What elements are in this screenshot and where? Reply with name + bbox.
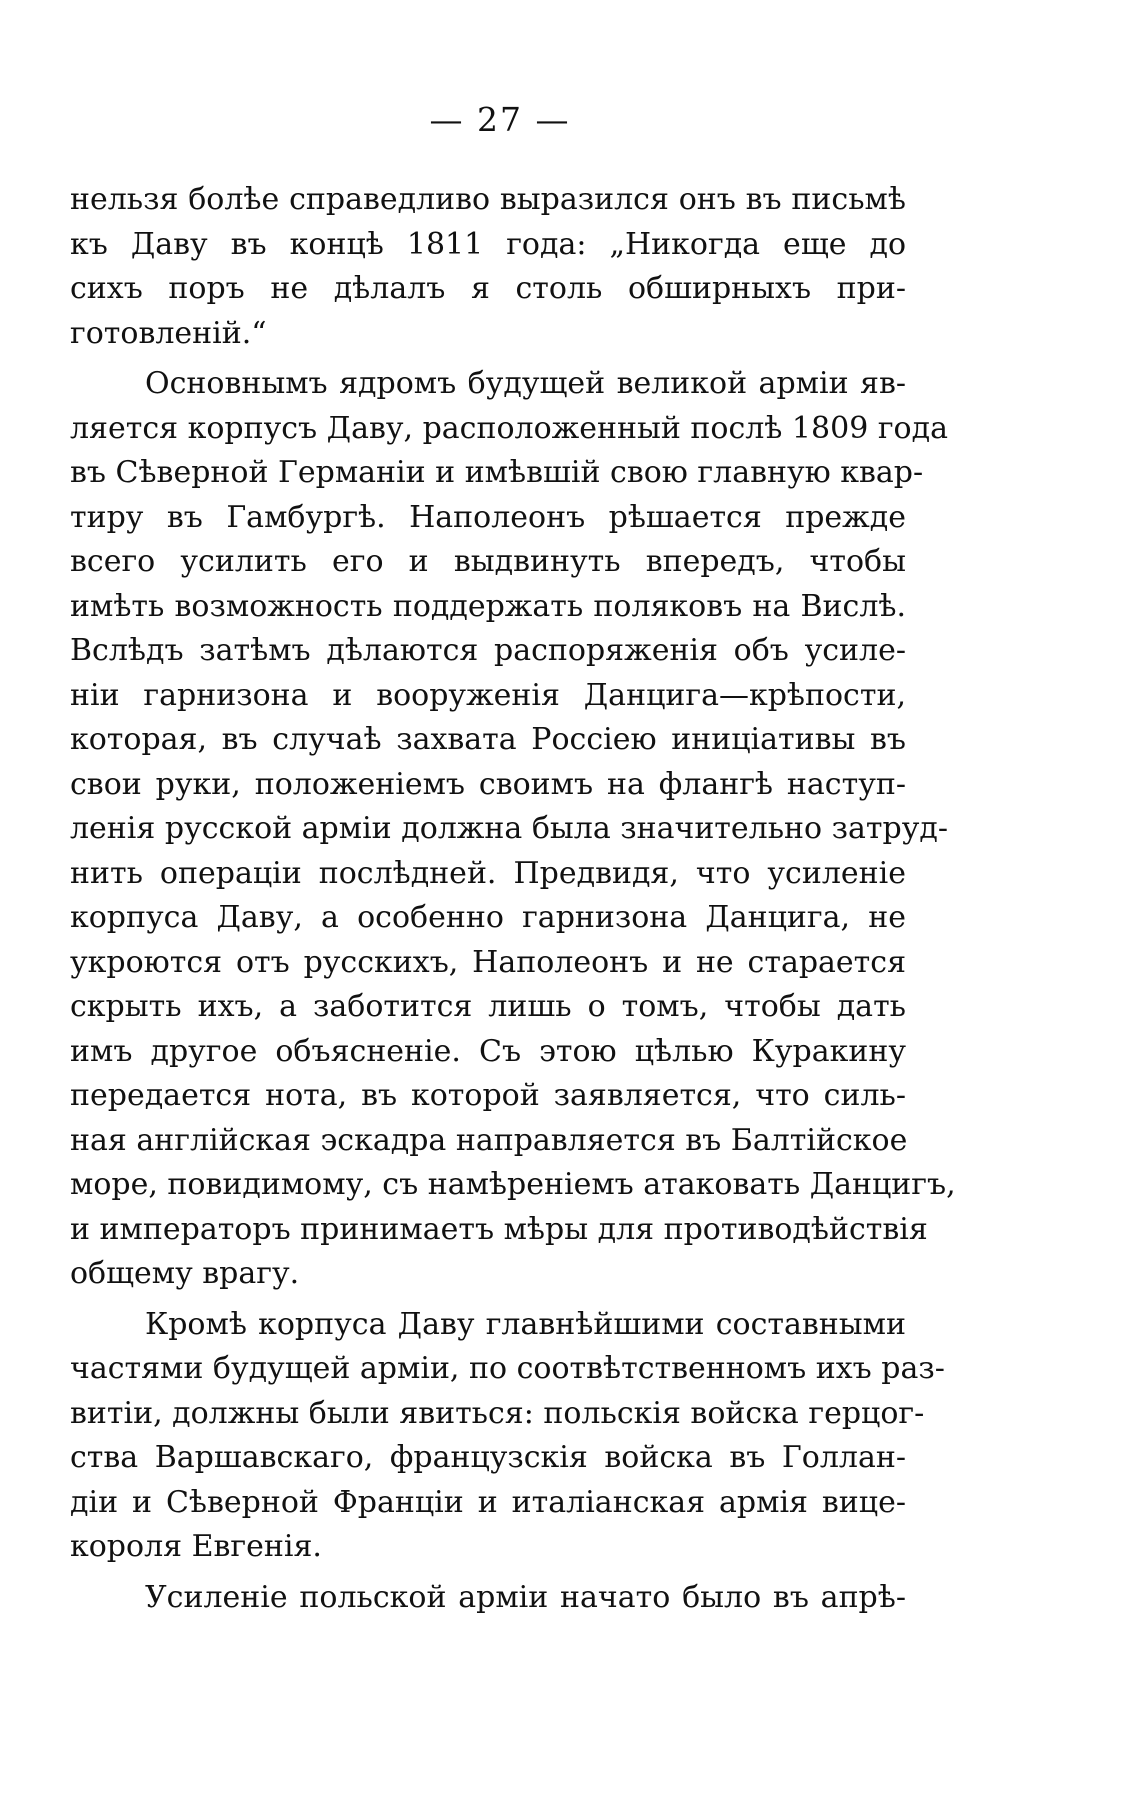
text-line: всего усилить его и выдвинуть впередъ, чтобы <box>70 544 906 579</box>
text-line: нельзя болѣе справедливо выразился онъ въ письмѣ <box>70 182 906 217</box>
text-line: ніи гарнизона и вооруженія Данцига—крѣпости, <box>70 677 906 713</box>
text-line: укроются отъ русскихъ, Наполеонъ и не старается <box>70 944 906 980</box>
text-line: тиру въ Гамбургѣ. Наполеонъ рѣшается прежде <box>70 499 906 535</box>
text-line: корпуса Даву, а особенно гарнизона Данцига, не <box>70 900 906 935</box>
text-line: короля Евгенія. <box>70 1529 322 1564</box>
text-line: свои руки, положеніемъ своимъ на флангѣ наступ- <box>70 766 906 802</box>
text-line: витіи, должны были явиться: польскія войска герцог- <box>70 1395 925 1431</box>
text-line: Кромѣ корпуса Даву главнѣйшими составными <box>145 1306 906 1342</box>
body-text <box>70 178 956 1620</box>
text-line: готовленій.“ <box>70 315 267 351</box>
text-line: имѣть возможность поддержать поляковъ на Вислѣ. <box>70 588 906 624</box>
text-line: ленія русской арміи должна была значительно затруд- <box>70 811 948 846</box>
text-line: въ Сѣверной Германіи и имѣвшій свою главную квар- <box>70 455 924 490</box>
text-line: частями будущей арміи, по соотвѣтственномъ ихъ раз- <box>70 1351 945 1386</box>
text-line: передается нота, въ которой заявляется, что силь- <box>70 1078 906 1113</box>
text-line: ная англійская эскадра направляется въ Балтійское <box>70 1122 908 1158</box>
text-line: общему врагу. <box>70 1256 300 1291</box>
page-number: — 27 — <box>429 100 571 139</box>
text-line: нить операціи послѣдней. Предвидя, что усиленіе <box>70 855 906 891</box>
text-line: діи и Сѣверной Франціи и италіанская армія вице- <box>70 1484 906 1520</box>
text-line: сихъ поръ не дѣлалъ я столь обширныхъ при- <box>70 271 906 306</box>
text-line: къ Даву въ концѣ 1811 года: „Никогда еще до <box>70 226 906 262</box>
text-line: и императоръ принимаетъ мѣры для противодѣйствія <box>70 1211 928 1247</box>
text-line: Основнымъ ядромъ будущей великой арміи яв- <box>145 366 906 401</box>
text-line: которая, въ случаѣ захвата Россіею иниціативы въ <box>70 722 906 757</box>
text-line: имъ другое объясненіе. Съ этою цѣлью Куракину <box>70 1033 906 1069</box>
text-line: море, повидимому, съ намѣреніемъ атаковать Данцигъ, <box>70 1167 956 1202</box>
text-line: ства Варшавскаго, французскія войска въ Голлан- <box>70 1440 906 1475</box>
text-line: Вслѣдъ затѣмъ дѣлаются распоряженія объ усиле- <box>70 633 906 668</box>
text-line: ляется корпусъ Даву, расположенный послѣ 1809 года <box>70 410 948 446</box>
text-line: Усиленіе польской арміи начато было въ апрѣ- <box>145 1579 906 1615</box>
text-line: скрыть ихъ, а заботится лишь о томъ, чтобы дать <box>70 989 906 1024</box>
